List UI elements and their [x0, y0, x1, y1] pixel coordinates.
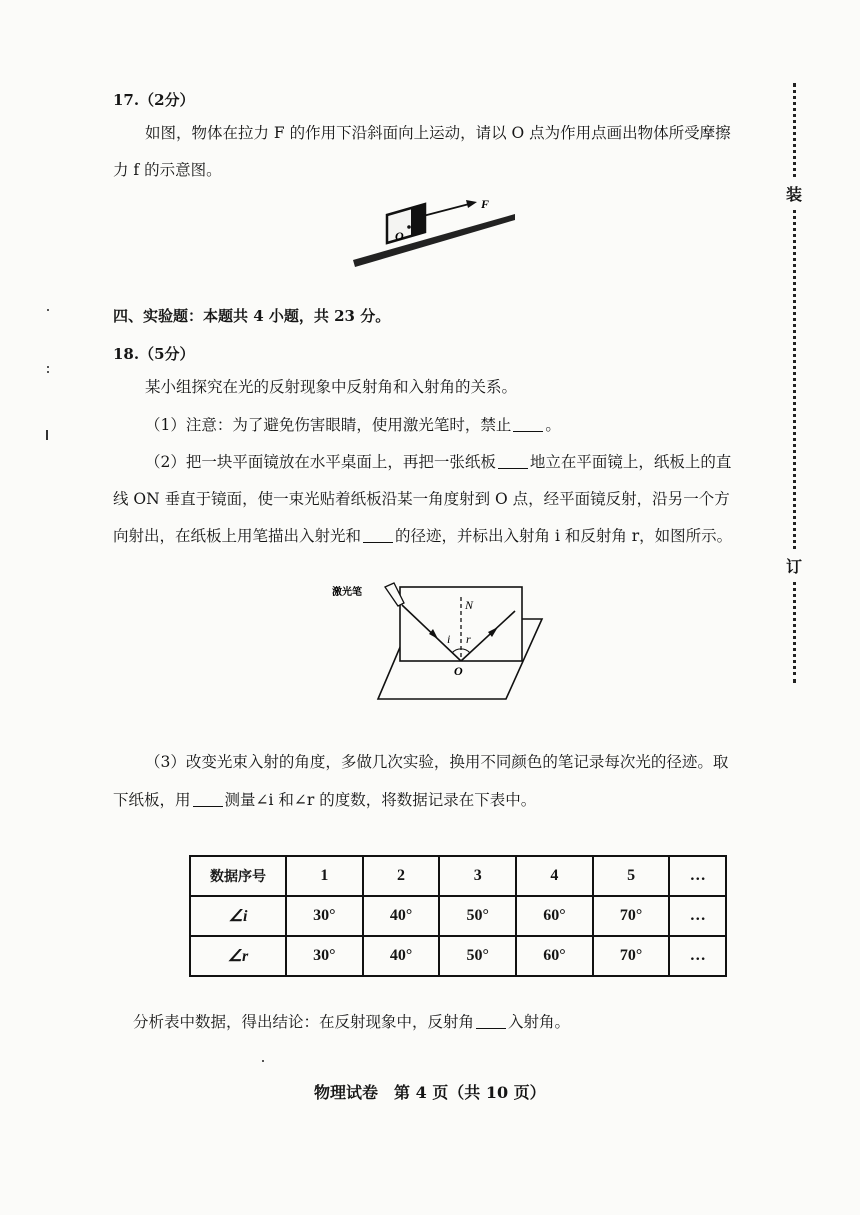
label-f: F — [481, 197, 490, 211]
table-cell: 70° — [593, 936, 670, 976]
answer-blank[interactable] — [513, 417, 543, 432]
force-arrowhead — [466, 200, 477, 208]
q18-part3-line1: （3）改变光束入射的角度，多做几次实验，换用不同颜色的笔记录每次光的径迹。取 — [145, 753, 729, 771]
label-r: r — [466, 632, 471, 646]
table-cell: 60° — [516, 896, 593, 936]
table-cell: ∠i — [190, 896, 286, 936]
label-n: N — [465, 598, 474, 612]
force-arrow-line — [423, 203, 473, 216]
q18-part2-line2: 线 ON 垂直于镜面，使一束光贴着纸板沿某一角度射到 O 点，经平面镜反射，沿另一个方 — [113, 490, 730, 508]
q18-intro: 某小组探究在光的反射现象中反射角和入射角的关系。 — [145, 378, 518, 396]
table-cell: 40° — [363, 896, 440, 936]
table-cell: 3 — [439, 856, 516, 896]
q18-part2-line3: 向射出，在纸板上用笔描出入射光和 的径迹，并标出入射角 i 和反射角 r，如图所示。 — [113, 527, 733, 545]
label-laser: 激光笔 — [332, 587, 362, 598]
table-cell: 50° — [439, 896, 516, 936]
data-table — [189, 855, 727, 977]
point-o — [407, 225, 411, 229]
q18-conclusion: 分析表中数据，得出结论：在反射现象中，反射角 入射角。 — [133, 1013, 571, 1031]
table-header-row — [190, 856, 726, 896]
incline-surface — [353, 214, 515, 267]
table-cell: 5 — [593, 856, 670, 896]
section-title: 四、实验题：本题共 4 小题，共 23 分。 — [113, 307, 391, 325]
table-cell: 60° — [516, 936, 593, 976]
table-cell: … — [669, 896, 726, 936]
answer-blank[interactable] — [476, 1014, 506, 1029]
q18-part3-line2: 下纸板，用 测量∠i 和∠r 的度数，将数据记录在下表中。 — [113, 791, 537, 809]
answer-blank[interactable] — [363, 528, 393, 543]
table-row — [190, 936, 726, 976]
q17-text-line2: 力 f 的示意图。 — [113, 161, 222, 179]
table-cell: 4 — [516, 856, 593, 896]
q18-part1: （1）注意：为了避免伤害眼睛，使用激光笔时，禁止 。 — [145, 416, 561, 434]
table-cell: 40° — [363, 936, 440, 976]
table-cell: 数据序号 — [190, 856, 286, 896]
block-shadow — [411, 204, 425, 236]
label-i: i — [447, 632, 451, 646]
q18-part2-line1: （2）把一块平面镜放在水平桌面上，再把一张纸板 地立在平面镜上，纸板上的直 — [145, 453, 732, 471]
label-o: O — [454, 664, 463, 678]
table-cell: 50° — [439, 936, 516, 976]
table-cell: 30° — [286, 896, 363, 936]
margin-speck — [47, 371, 49, 373]
reflection-figure — [330, 575, 550, 705]
table-cell: 1 — [286, 856, 363, 896]
q17-header: 17.（2分） — [113, 91, 195, 109]
binding-label-bottom: 订 — [786, 552, 802, 579]
table-cell: 2 — [363, 856, 440, 896]
q18-header: 18.（5分） — [113, 345, 195, 363]
table-cell: 30° — [286, 936, 363, 976]
binding-label-top: 装 — [786, 180, 802, 207]
table-cell: ∠r — [190, 936, 286, 976]
table-cell: 70° — [593, 896, 670, 936]
q17-text-line1: 如图，物体在拉力 F 的作用下沿斜面向上运动，请以 O 点为作用点画出物体所受摩擦 — [145, 124, 731, 142]
label-o: O — [395, 229, 404, 243]
page-speck — [262, 1060, 264, 1062]
margin-speck — [47, 366, 49, 368]
margin-speck — [47, 309, 49, 311]
answer-blank[interactable] — [498, 454, 528, 469]
binding-dotted-line — [793, 83, 796, 683]
table-cell: … — [669, 936, 726, 976]
page-footer: 物理试卷 第 4 页（共 10 页） — [314, 1083, 546, 1102]
table-row — [190, 896, 726, 936]
margin-speck — [46, 430, 48, 440]
incline-figure — [345, 190, 525, 270]
table-cell: … — [669, 856, 726, 896]
answer-blank[interactable] — [193, 792, 223, 807]
